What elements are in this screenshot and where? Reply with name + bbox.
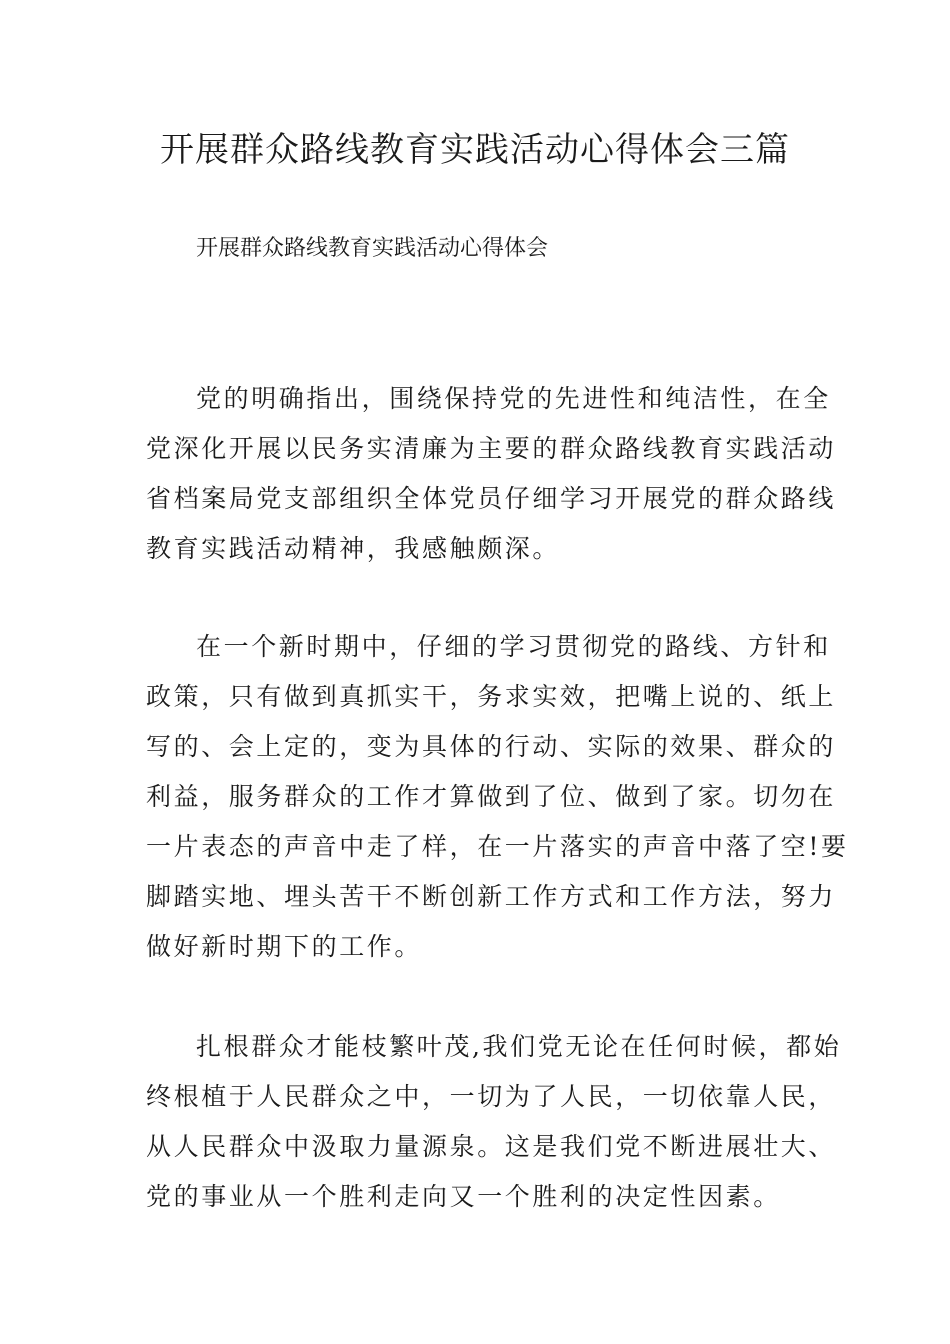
paragraph-line: 省档案局党支部组织全体党员仔细学习开展党的群众路线 — [146, 484, 837, 513]
paragraph-line: 党深化开展以民务实清廉为主要的群众路线教育实践活动 — [146, 434, 837, 463]
paragraph-line: 党的事业从一个胜利走向又一个胜利的决定性因素。 — [146, 1182, 781, 1211]
paragraph-line: 一片表态的声音中走了样，在一片落实的声音中落了空!要 — [146, 832, 849, 861]
paragraph-line: 教育实践活动精神，我感触颇深。 — [146, 534, 561, 563]
paragraph-line: 写的、会上定的，变为具体的行动、实际的效果、群众的 — [146, 732, 837, 761]
paragraph-line: 利益，服务群众的工作才算做到了位、做到了家。切勿在 — [146, 782, 837, 811]
paragraph-line: 政策，只有做到真抓实干，务求实效，把嘴上说的、纸上 — [146, 682, 837, 711]
document-subtitle: 开展群众路线教育实践活动心得体会 — [196, 236, 549, 261]
paragraph-line: 在一个新时期中，仔细的学习贯彻党的路线、方针和 — [196, 632, 831, 661]
paragraph-line: 党的明确指出，围绕保持党的先进性和纯洁性，在全 — [196, 384, 831, 413]
paragraph-line: 脚踏实地、埋头苦干不断创新工作方式和工作方法，努力 — [146, 882, 837, 911]
paragraph-line: 从人民群众中汲取力量源泉。这是我们党不断进展壮大、 — [146, 1132, 837, 1161]
document-title: 开展群众路线教育实践活动心得体会三篇 — [160, 130, 790, 170]
paragraph-line: 扎根群众才能枝繁叶茂,我们党无论在任何时候，都始 — [196, 1032, 842, 1061]
paragraph-line: 终根植于人民群众之中，一切为了人民，一切依靠人民， — [146, 1082, 837, 1111]
paragraph-line: 做好新时期下的工作。 — [146, 932, 423, 961]
